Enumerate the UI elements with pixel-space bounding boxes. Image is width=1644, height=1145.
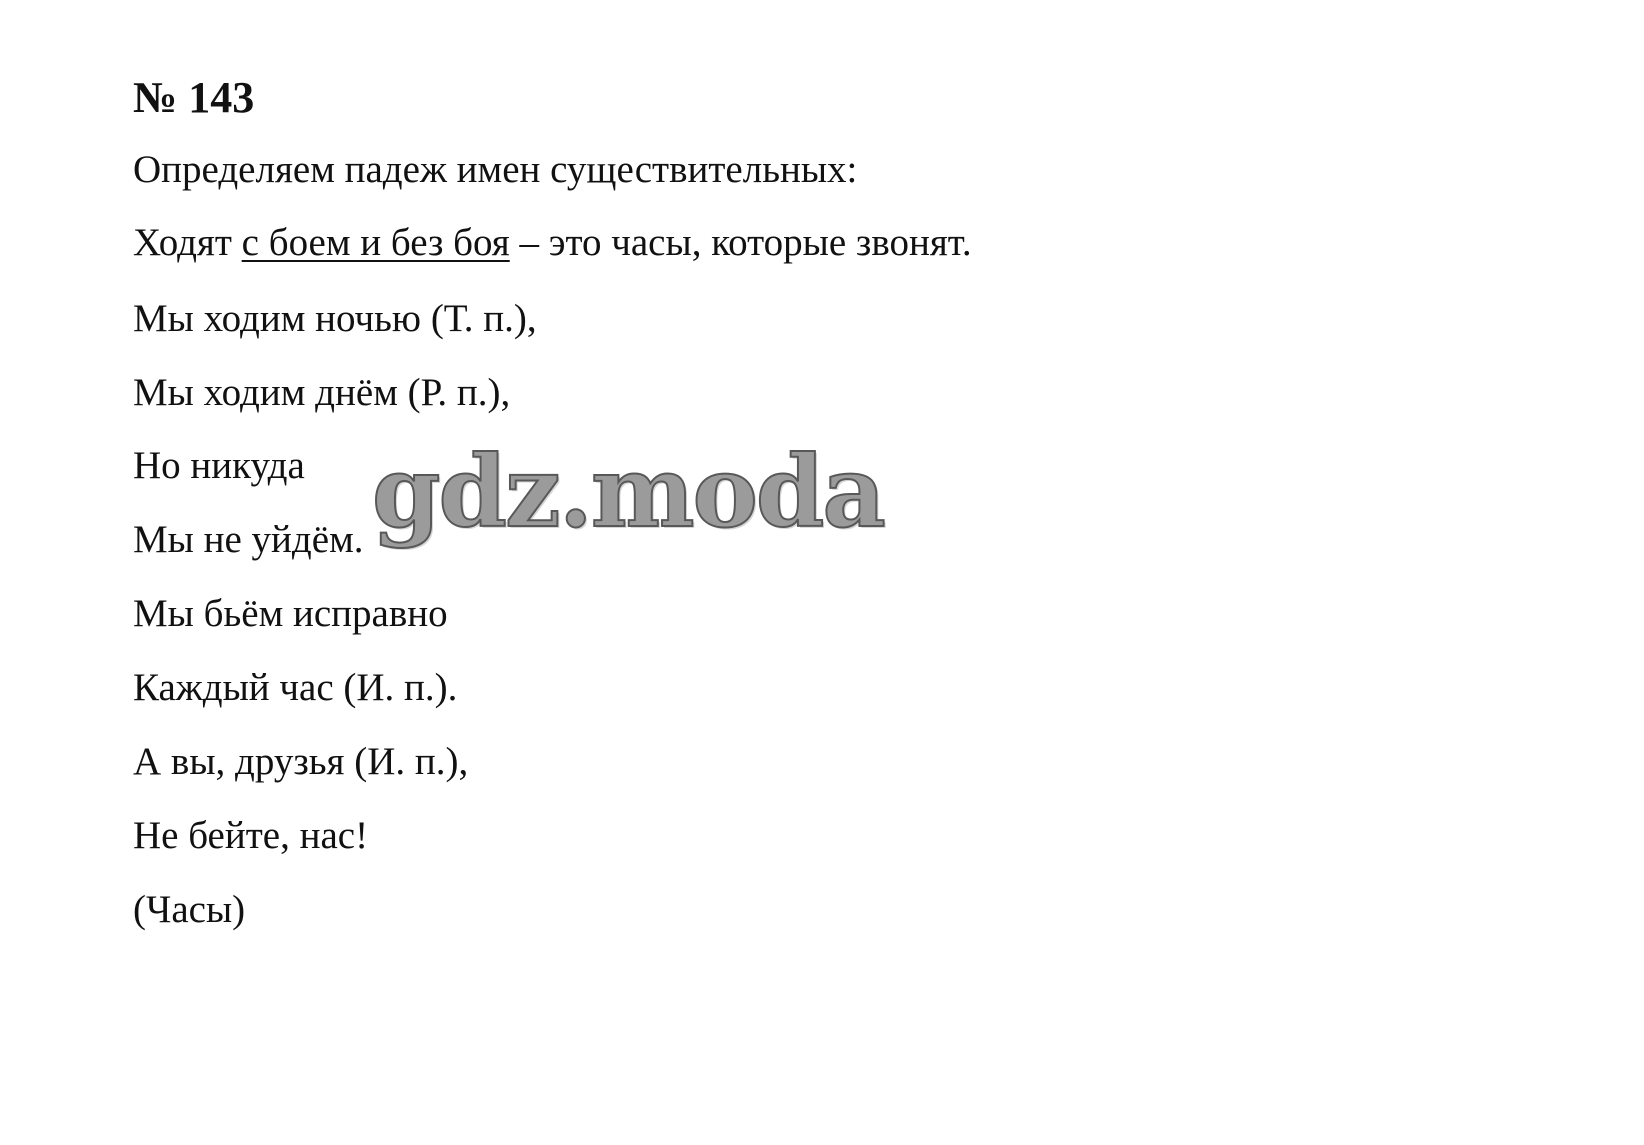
example-suffix: – это часы, которые звонят. [509,221,972,264]
poem-line-7: А вы, друзья (И. п.), [133,740,469,783]
poem-line-8: Не бейте, нас! [133,814,369,857]
poem-line-9: (Часы) [133,888,246,931]
intro-text: Определяем падеж имен существительных: [133,148,858,191]
example-prefix: Ходят [133,221,242,264]
exercise-number: № 143 [133,73,255,122]
poem-line-4: Мы не уйдём. [133,518,364,561]
poem-line-1: Мы ходим ночью (Т. п.), [133,297,537,340]
poem-line-5: Мы бьём исправно [133,592,448,635]
example-underlined-phrase: с боем и без боя [241,221,510,264]
poem-line-3: Но никуда [133,444,305,487]
poem-line-6: Каждый час (И. п.). [133,666,458,709]
poem-line-2: Мы ходим днём (Р. п.), [133,371,511,414]
example-sentence [133,218,972,268]
site-watermark: gdz.moda [372,435,884,550]
